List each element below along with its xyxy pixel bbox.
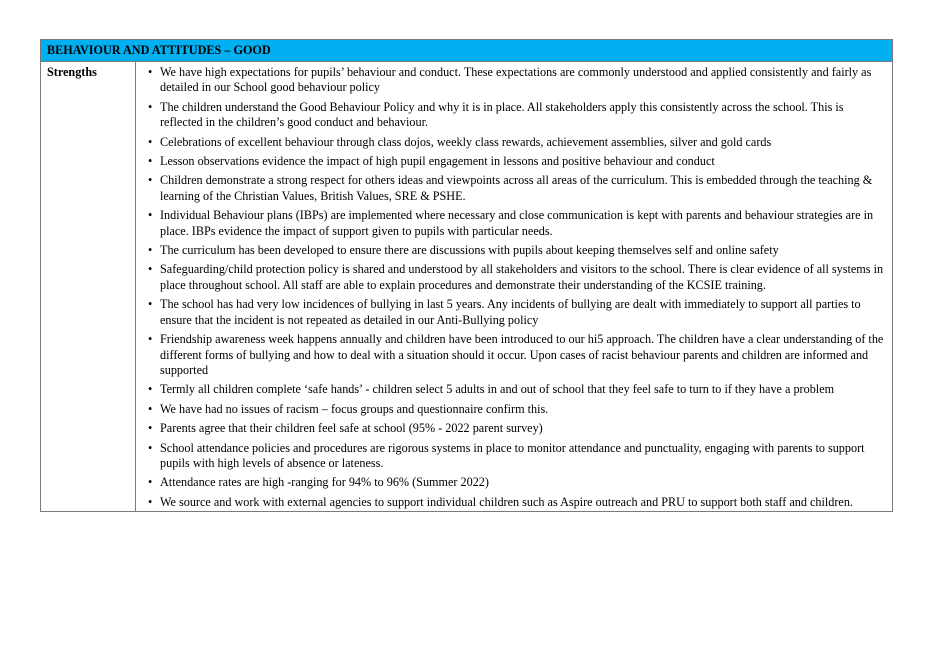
list-item <box>148 100 886 131</box>
list-item-text: The curriculum has been developed to ensure there are discussions with pupils about keeping themselves self and online safety <box>160 243 779 258</box>
list-item <box>148 135 886 150</box>
bullet-icon: • <box>148 173 153 188</box>
list-item-text: Children demonstrate a strong respect for others ideas and viewpoints across all areas of the curriculum. This is embedded through the teaching & learning of the Christian Values, British Values, SRE & PSHE. <box>160 173 873 203</box>
strengths-row <box>41 62 893 512</box>
bullet-icon: • <box>148 297 153 312</box>
bullet-icon: • <box>148 421 153 436</box>
list-item <box>148 382 886 397</box>
bullet-icon: • <box>148 134 153 149</box>
bullet-icon: • <box>148 475 153 490</box>
list-item <box>148 208 886 239</box>
list-item-text: School attendance policies and procedures are rigorous systems in place to monitor attendance and punctuality, engaging with parents to support pupils with high levels of absence or lateness. <box>160 440 865 470</box>
list-item-text: Termly all children complete ‘safe hands’ - children select 5 adults in and out of school that they feel safe to turn to if they have a problem <box>160 382 835 397</box>
list-item <box>148 154 886 169</box>
bullet-icon: • <box>148 99 153 114</box>
list-item-text: Parents agree that their children feel safe at school (95% - 2022 parent survey) <box>160 421 543 436</box>
list-item-text: The children understand the Good Behaviour Policy and why it is in place. All stakeholders apply this consistently across the school. This is reflected in the children’s good conduct and behaviour. <box>160 99 844 130</box>
row-label-strengths: Strengths <box>41 62 136 512</box>
behaviour-attitudes-table <box>40 39 893 512</box>
list-item-text: We source and work with external agencies to support individual children such as Aspire outreach and PRU to support both staff and children. <box>160 494 853 509</box>
list-item <box>148 243 886 258</box>
list-item <box>148 262 886 293</box>
bullet-icon: • <box>148 262 153 277</box>
list-item-text: Friendship awareness week happens annually and children have been introduced to our hi5 approach. The children have a clear understanding of the different forms of bullying and how to deal with a situation should it occur. Upon cases of racist behaviour parents and children are informed and supported <box>160 332 884 377</box>
section-title: BEHAVIOUR AND ATTITUDES – GOOD <box>41 40 893 62</box>
bullet-icon: • <box>148 332 153 347</box>
bullet-icon: • <box>148 154 153 169</box>
bullet-icon: • <box>148 208 153 223</box>
list-item-text: Safeguarding/child protection policy is shared and understood by all stakeholders and visitors to the school. There is clear evidence of all systems in place throughout school. All staff are able to explain procedures and demonstrate their understanding of the KCSIE training. <box>160 262 884 292</box>
list-item <box>148 441 886 472</box>
bullet-icon: • <box>148 401 153 416</box>
list-item <box>148 297 886 328</box>
list-item-text: We have high expectations for pupils’ behaviour and conduct. These expectations are commonly understood and applied consistently and fairly as detailed in our School good behaviour policy <box>160 65 872 95</box>
bullet-icon: • <box>148 243 153 258</box>
bullet-icon: • <box>148 382 153 397</box>
list-item <box>148 475 886 490</box>
bullet-icon: • <box>148 494 153 509</box>
bullet-icon: • <box>148 440 153 455</box>
list-item-text: The school has had very low incidences of bullying in last 5 years. Any incidents of bullying are dealt with immediately to support all parties to ensure that the incident is not repeated as detailed in our Anti-Bullying policy <box>160 297 861 327</box>
strengths-list <box>148 65 886 510</box>
list-item <box>148 421 886 436</box>
list-item <box>148 173 886 204</box>
table-header-row <box>41 40 893 62</box>
strengths-content <box>136 62 893 512</box>
list-item-text: Celebrations of excellent behaviour through class dojos, weekly class rewards, achievement assemblies, silver and gold cards <box>160 134 772 149</box>
list-item <box>148 332 886 378</box>
bullet-icon: • <box>148 65 153 79</box>
list-item-text: We have had no issues of racism – focus groups and questionnaire confirm this. <box>160 401 549 416</box>
list-item <box>148 402 886 417</box>
list-item-text: Attendance rates are high -ranging for 94% to 96% (Summer 2022) <box>160 475 489 490</box>
list-item-text: Lesson observations evidence the impact of high pupil engagement in lessons and positive behaviour and conduct <box>160 154 715 169</box>
list-item-text: Individual Behaviour plans (IBPs) are implemented where necessary and close communication is kept with parents and behaviour strategies are in place. IBPs evidence the impact of support given to pupils with particular needs. <box>160 208 874 238</box>
list-item <box>148 495 886 510</box>
list-item <box>148 65 886 96</box>
